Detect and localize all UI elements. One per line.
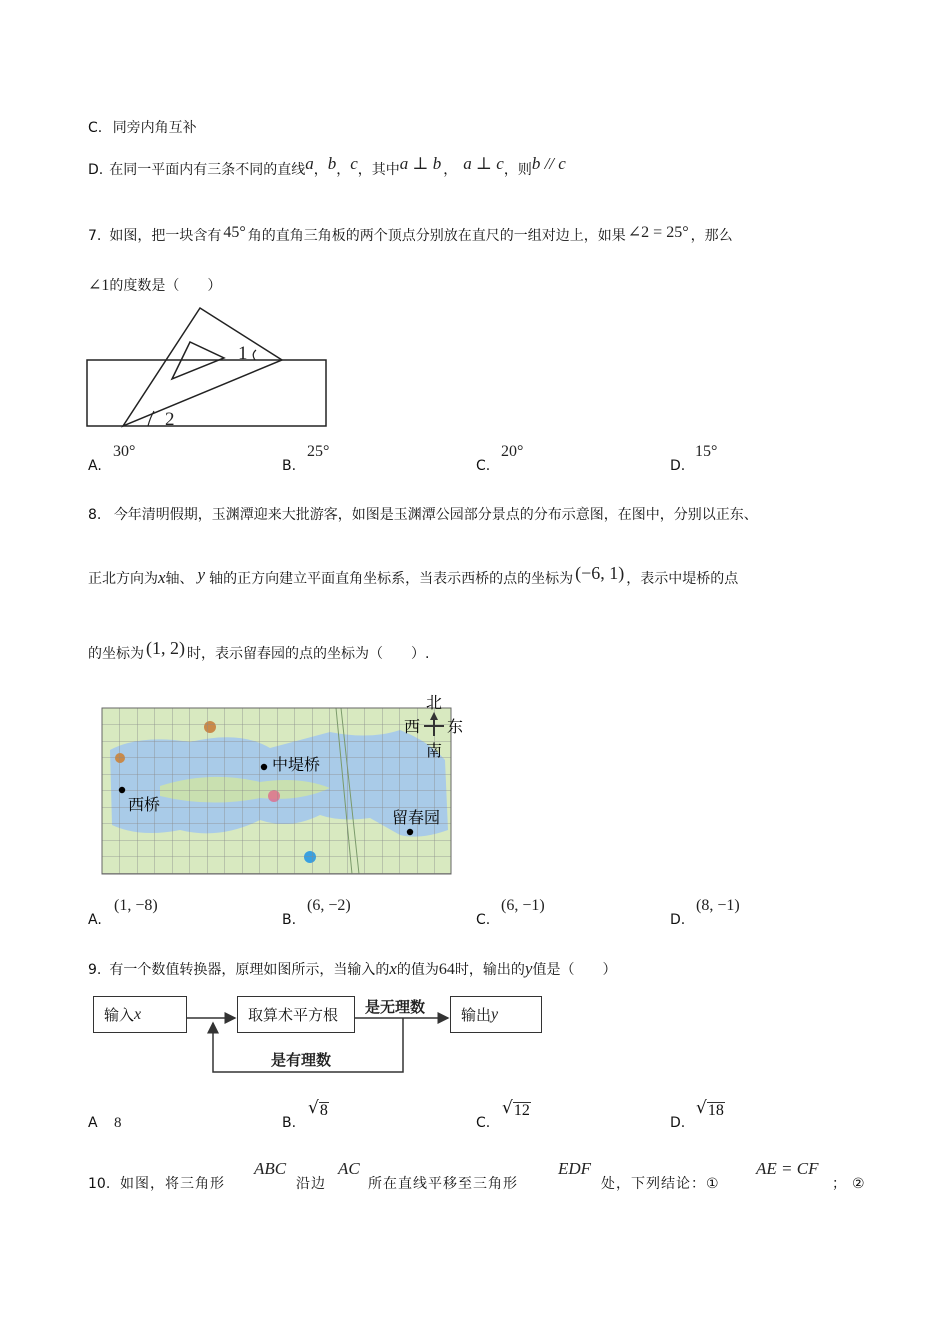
stem-text: ，那么: [690, 228, 733, 244]
var-b: b: [327, 154, 337, 173]
stem-text: 时，输出的: [454, 962, 525, 978]
q9-option-a[interactable]: [88, 1116, 122, 1131]
stem-text: 轴的正方向建立平面直角坐标系，当表示西桥的点的坐标为: [209, 571, 574, 587]
q8-stem-line1: [88, 508, 758, 522]
option-value: (8, −1): [696, 897, 740, 914]
stem-text: 的度数是（ ）: [109, 278, 222, 294]
option-value: 25°: [307, 443, 330, 460]
q9-option-d[interactable]: [670, 1100, 760, 1132]
separator: ，: [313, 162, 328, 178]
question-number: 7.: [88, 228, 102, 244]
option-value: 20°: [501, 443, 524, 460]
var-c: c: [350, 154, 358, 173]
option-text: 在同一平面内有三条不同的直线: [109, 162, 306, 178]
angle-1: ∠1: [88, 277, 110, 294]
point-liuchunyuan: [407, 829, 413, 835]
q8-option-b[interactable]: [282, 898, 412, 928]
option-letter: D.: [670, 1115, 686, 1131]
option-value: (6, −1): [501, 897, 545, 914]
option-letter: B.: [282, 1115, 297, 1131]
option-value: (6, −2): [307, 897, 351, 914]
condition-a-perp-c: a ⊥ c: [463, 154, 504, 173]
q8-option-c[interactable]: [476, 898, 606, 928]
stem-text: 的坐标为: [88, 646, 144, 662]
q8-stem-line3: [88, 638, 430, 662]
option-letter: B.: [282, 912, 297, 928]
flow-output-var: y: [491, 1005, 499, 1023]
stem-text: 正北方向为: [88, 571, 158, 587]
input-value: 64: [438, 961, 455, 978]
q9-option-b[interactable]: [282, 1100, 372, 1132]
var-x: x: [158, 568, 166, 587]
coord-zhongdiqiao: (1, 2): [146, 638, 185, 658]
flow-input-box: [93, 996, 187, 1033]
coord-xiqiao: (−6, 1): [575, 563, 625, 583]
option-value: 15°: [695, 443, 718, 460]
angle-condition: ∠2 = 25°: [627, 224, 689, 241]
stem-text: 值是（ ）: [532, 962, 617, 978]
q8-stem-line2: [88, 563, 739, 587]
label-2: 2: [165, 409, 175, 430]
compass-north: 北: [426, 693, 443, 712]
stem-text: 如图，将三角形: [120, 1176, 225, 1192]
q10-stem: [88, 1160, 878, 1200]
stem-text: 角的直角三角板的两个顶点分别放在直尺的一组对边上，如果: [247, 228, 626, 244]
q7-option-d[interactable]: [670, 444, 780, 474]
sqrt-icon: √: [502, 1098, 513, 1118]
q7-option-a[interactable]: [88, 444, 198, 474]
option-letter: A.: [88, 912, 102, 928]
stem-text: 沿边: [296, 1176, 326, 1192]
stem-text: 有一个数值转换器，原理如图所示，当输入的: [109, 962, 390, 978]
label-xiqiao: 西桥: [128, 795, 161, 814]
q8-option-a[interactable]: [88, 898, 218, 928]
question-number: 10.: [88, 1176, 111, 1192]
stem-text: ；②: [832, 1176, 871, 1192]
option-text: ，其中: [357, 162, 400, 178]
var-a: a: [305, 154, 314, 173]
option-letter: B.: [282, 458, 297, 474]
q6-option-d: [88, 154, 566, 178]
sqrt-icon: √: [696, 1098, 707, 1118]
q7-option-b[interactable]: [282, 444, 392, 474]
condition-a-perp-b: a ⊥ b: [399, 154, 442, 173]
compass-south: 南: [426, 741, 443, 760]
stem-text: 处，下列结论：①: [601, 1176, 720, 1192]
stem-text: 时，表示留春园的点的坐标为（ ）.: [187, 646, 430, 662]
var-y: y: [197, 565, 206, 584]
flow-label-irrational: 是无理数: [365, 998, 426, 1016]
q9-stem: [88, 960, 616, 978]
q7-stem-line1: [88, 224, 733, 244]
option-sqrt: [502, 1100, 531, 1119]
stem-text: ，表示中堤桥的点: [626, 571, 739, 587]
flow-input-text: 输入: [104, 1006, 135, 1024]
option-letter: C.: [476, 458, 491, 474]
map-grid: [102, 708, 451, 874]
triangle-abc: ABC: [254, 1159, 287, 1178]
angle-45: 45°: [223, 224, 246, 241]
option-letter: A: [88, 1115, 98, 1131]
flow-output-text: 输出: [461, 1006, 492, 1024]
flow-input-var: x: [134, 1005, 142, 1023]
flow-process-box: [237, 996, 355, 1033]
option-value: 8: [114, 1115, 122, 1131]
option-letter: C.: [476, 1115, 491, 1131]
q7-stem-line2: [88, 278, 221, 294]
q6-option-c: [88, 121, 197, 135]
q8-option-d[interactable]: [670, 898, 800, 928]
angle-1-arc: [253, 350, 256, 360]
label-1: 1: [238, 343, 248, 364]
option-value: 12: [513, 1102, 530, 1119]
var-x: x: [389, 959, 397, 978]
sqrt-icon: √: [308, 1098, 319, 1118]
stem-text: 如图，把一块含有: [109, 228, 222, 244]
stem-text: 所在直线平移至三角形: [368, 1176, 518, 1192]
option-value: 8: [319, 1102, 328, 1119]
option-value: (1, −8): [114, 897, 158, 914]
flow-label-rational: 是有理数: [271, 1051, 332, 1069]
q8-park-map: [100, 690, 470, 878]
question-number: 9.: [88, 962, 102, 978]
q7-option-c[interactable]: [476, 444, 586, 474]
var-y: y: [524, 959, 533, 978]
point-xiqiao: [119, 787, 125, 793]
triangle-edf: EDF: [558, 1159, 592, 1178]
q9-flowchart: [90, 992, 550, 1074]
option-sqrt: [696, 1100, 725, 1119]
option-letter: C.: [476, 912, 491, 928]
point-zhongdiqiao: [261, 764, 267, 770]
compass-west: 西: [404, 717, 421, 736]
label-zhongdiqiao: 中堤桥: [272, 755, 321, 774]
q7-ruler-triangle-figure: [82, 300, 332, 432]
flow-process-text: 取算术平方根: [248, 1006, 339, 1024]
ruler: [87, 360, 326, 426]
compass-east: 东: [447, 717, 464, 736]
option-value: 18: [707, 1102, 724, 1119]
option-letter: D.: [670, 912, 686, 928]
conclusion-b-parallel-c: b // c: [531, 154, 566, 173]
stem-text: 轴、: [165, 571, 194, 587]
stem-text: 今年清明假期，玉渊潭迎来大批游客，如图是玉渊潭公园部分景点的分布示意图，在图中，分别以正东、: [113, 507, 758, 523]
option-letter: C.: [88, 120, 103, 136]
stem-text: 的值为: [396, 962, 439, 978]
option-text: 同旁内角互补: [112, 120, 197, 136]
option-letter: D.: [670, 458, 686, 474]
separator: ，: [443, 162, 458, 178]
option-text: ，则: [503, 162, 532, 178]
angle-2-arc: [148, 411, 154, 426]
option-letter: D.: [88, 162, 104, 178]
option-letter: A.: [88, 458, 102, 474]
q9-option-c[interactable]: [476, 1100, 566, 1132]
question-number: 8.: [88, 507, 102, 523]
label-liuchunyuan: 留春园: [392, 808, 441, 827]
separator: ，: [336, 162, 351, 178]
side-ac: AC: [338, 1159, 360, 1178]
option-sqrt: [308, 1100, 329, 1119]
option-value: 30°: [113, 443, 136, 460]
condition-ae-cf: AE = CF: [756, 1159, 819, 1178]
flow-output-box: [450, 996, 542, 1033]
